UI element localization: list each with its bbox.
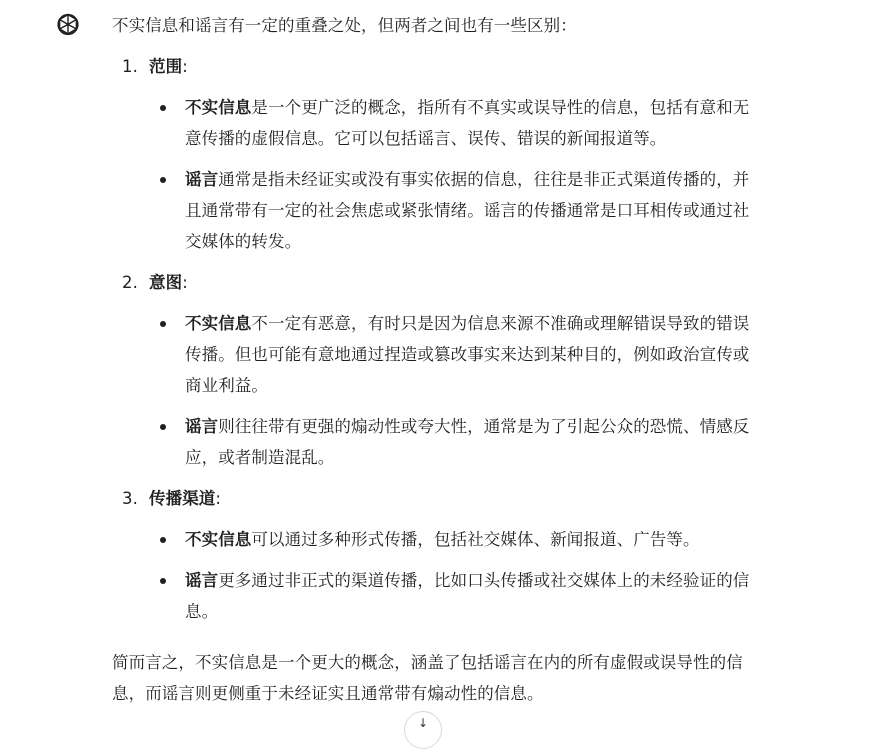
section-points <box>112 92 772 257</box>
assistant-avatar <box>52 9 84 41</box>
section-heading <box>112 267 772 298</box>
message-summary: 简而言之，不实信息是一个更大的概念，涵盖了包括谣言在内的所有虚假或误导性的信息，而谣言则更侧重于未经证实且通常带有煽动性的信息。 <box>112 653 743 703</box>
bullet-text: 是一个更广泛的概念，指所有不真实或误导性的信息，包括有意和无意传播的虚假信息。它可以包括谣言、误传、错误的新闻报道等。 <box>185 98 750 148</box>
bullet-point <box>112 565 772 627</box>
bullet-term: 不实信息 <box>185 98 252 117</box>
bullet-dot <box>160 105 166 111</box>
bullet-term: 谣言 <box>185 571 219 590</box>
bullet-text: 可以通过多种形式传播，包括社交媒体、新闻报道、广告等。 <box>251 530 700 549</box>
section-points <box>112 308 772 473</box>
bullet-point <box>112 308 772 401</box>
bullet-point <box>112 164 772 257</box>
section-number: 1. <box>122 57 138 76</box>
sections-list <box>112 51 772 627</box>
assistant-message <box>112 10 772 709</box>
bullet-term: 谣言 <box>185 417 219 436</box>
bullet-dot <box>160 537 166 543</box>
bullet-text: 通常是指未经证实或没有事实依据的信息，往往是非正式渠道传播的，并且通常带有一定的社会焦虑或紧张情绪。谣言的传播通常是口耳相传或通过社交媒体的转发。 <box>185 170 750 251</box>
arrow-down-icon: ↓ <box>417 716 429 730</box>
bullet-text: 不一定有恶意，有时只是因为信息来源不准确或理解错误导致的错误传播。但也可能有意地通过捏造或篡改事实来达到某种目的，例如政治宣传或商业利益。 <box>185 314 750 395</box>
scroll-to-bottom-button[interactable] <box>404 711 442 749</box>
bullet-dot <box>160 424 166 430</box>
bullet-dot <box>160 321 166 327</box>
section-number: 3. <box>122 489 138 508</box>
section-title: 范围 <box>149 57 183 76</box>
bullet-term: 不实信息 <box>185 530 252 549</box>
section-number: 2. <box>122 273 138 292</box>
section-colon: : <box>182 57 188 76</box>
bullet-dot <box>160 177 166 183</box>
section-colon: : <box>215 489 222 508</box>
section-heading <box>112 51 772 82</box>
section-item <box>112 483 772 627</box>
bullet-dot <box>160 578 166 584</box>
bullet-point <box>112 524 772 555</box>
bullet-term: 不实信息 <box>185 314 252 333</box>
section-title: 传播渠道 <box>149 489 216 508</box>
bullet-text: 更多通过非正式的渠道传播，比如口头传播或社交媒体上的未经验证的信息。 <box>185 571 750 621</box>
section-title: 意图 <box>149 273 183 292</box>
bullet-text: 则往往带有更强的煽动性或夸大性，通常是为了引起公众的恐慌、情感反应，或者制造混乱。 <box>185 417 750 467</box>
section-item <box>112 51 772 257</box>
bullet-term: 谣言 <box>185 170 219 189</box>
openai-logo-icon <box>54 11 82 39</box>
section-points <box>112 524 772 627</box>
section-heading <box>112 483 772 514</box>
section-colon: : <box>182 273 188 292</box>
message-intro: 不实信息和谣言有一定的重叠之处，但两者之间也有一些区别： <box>112 16 577 35</box>
bullet-point <box>112 411 772 473</box>
section-item <box>112 267 772 473</box>
bullet-point <box>112 92 772 154</box>
